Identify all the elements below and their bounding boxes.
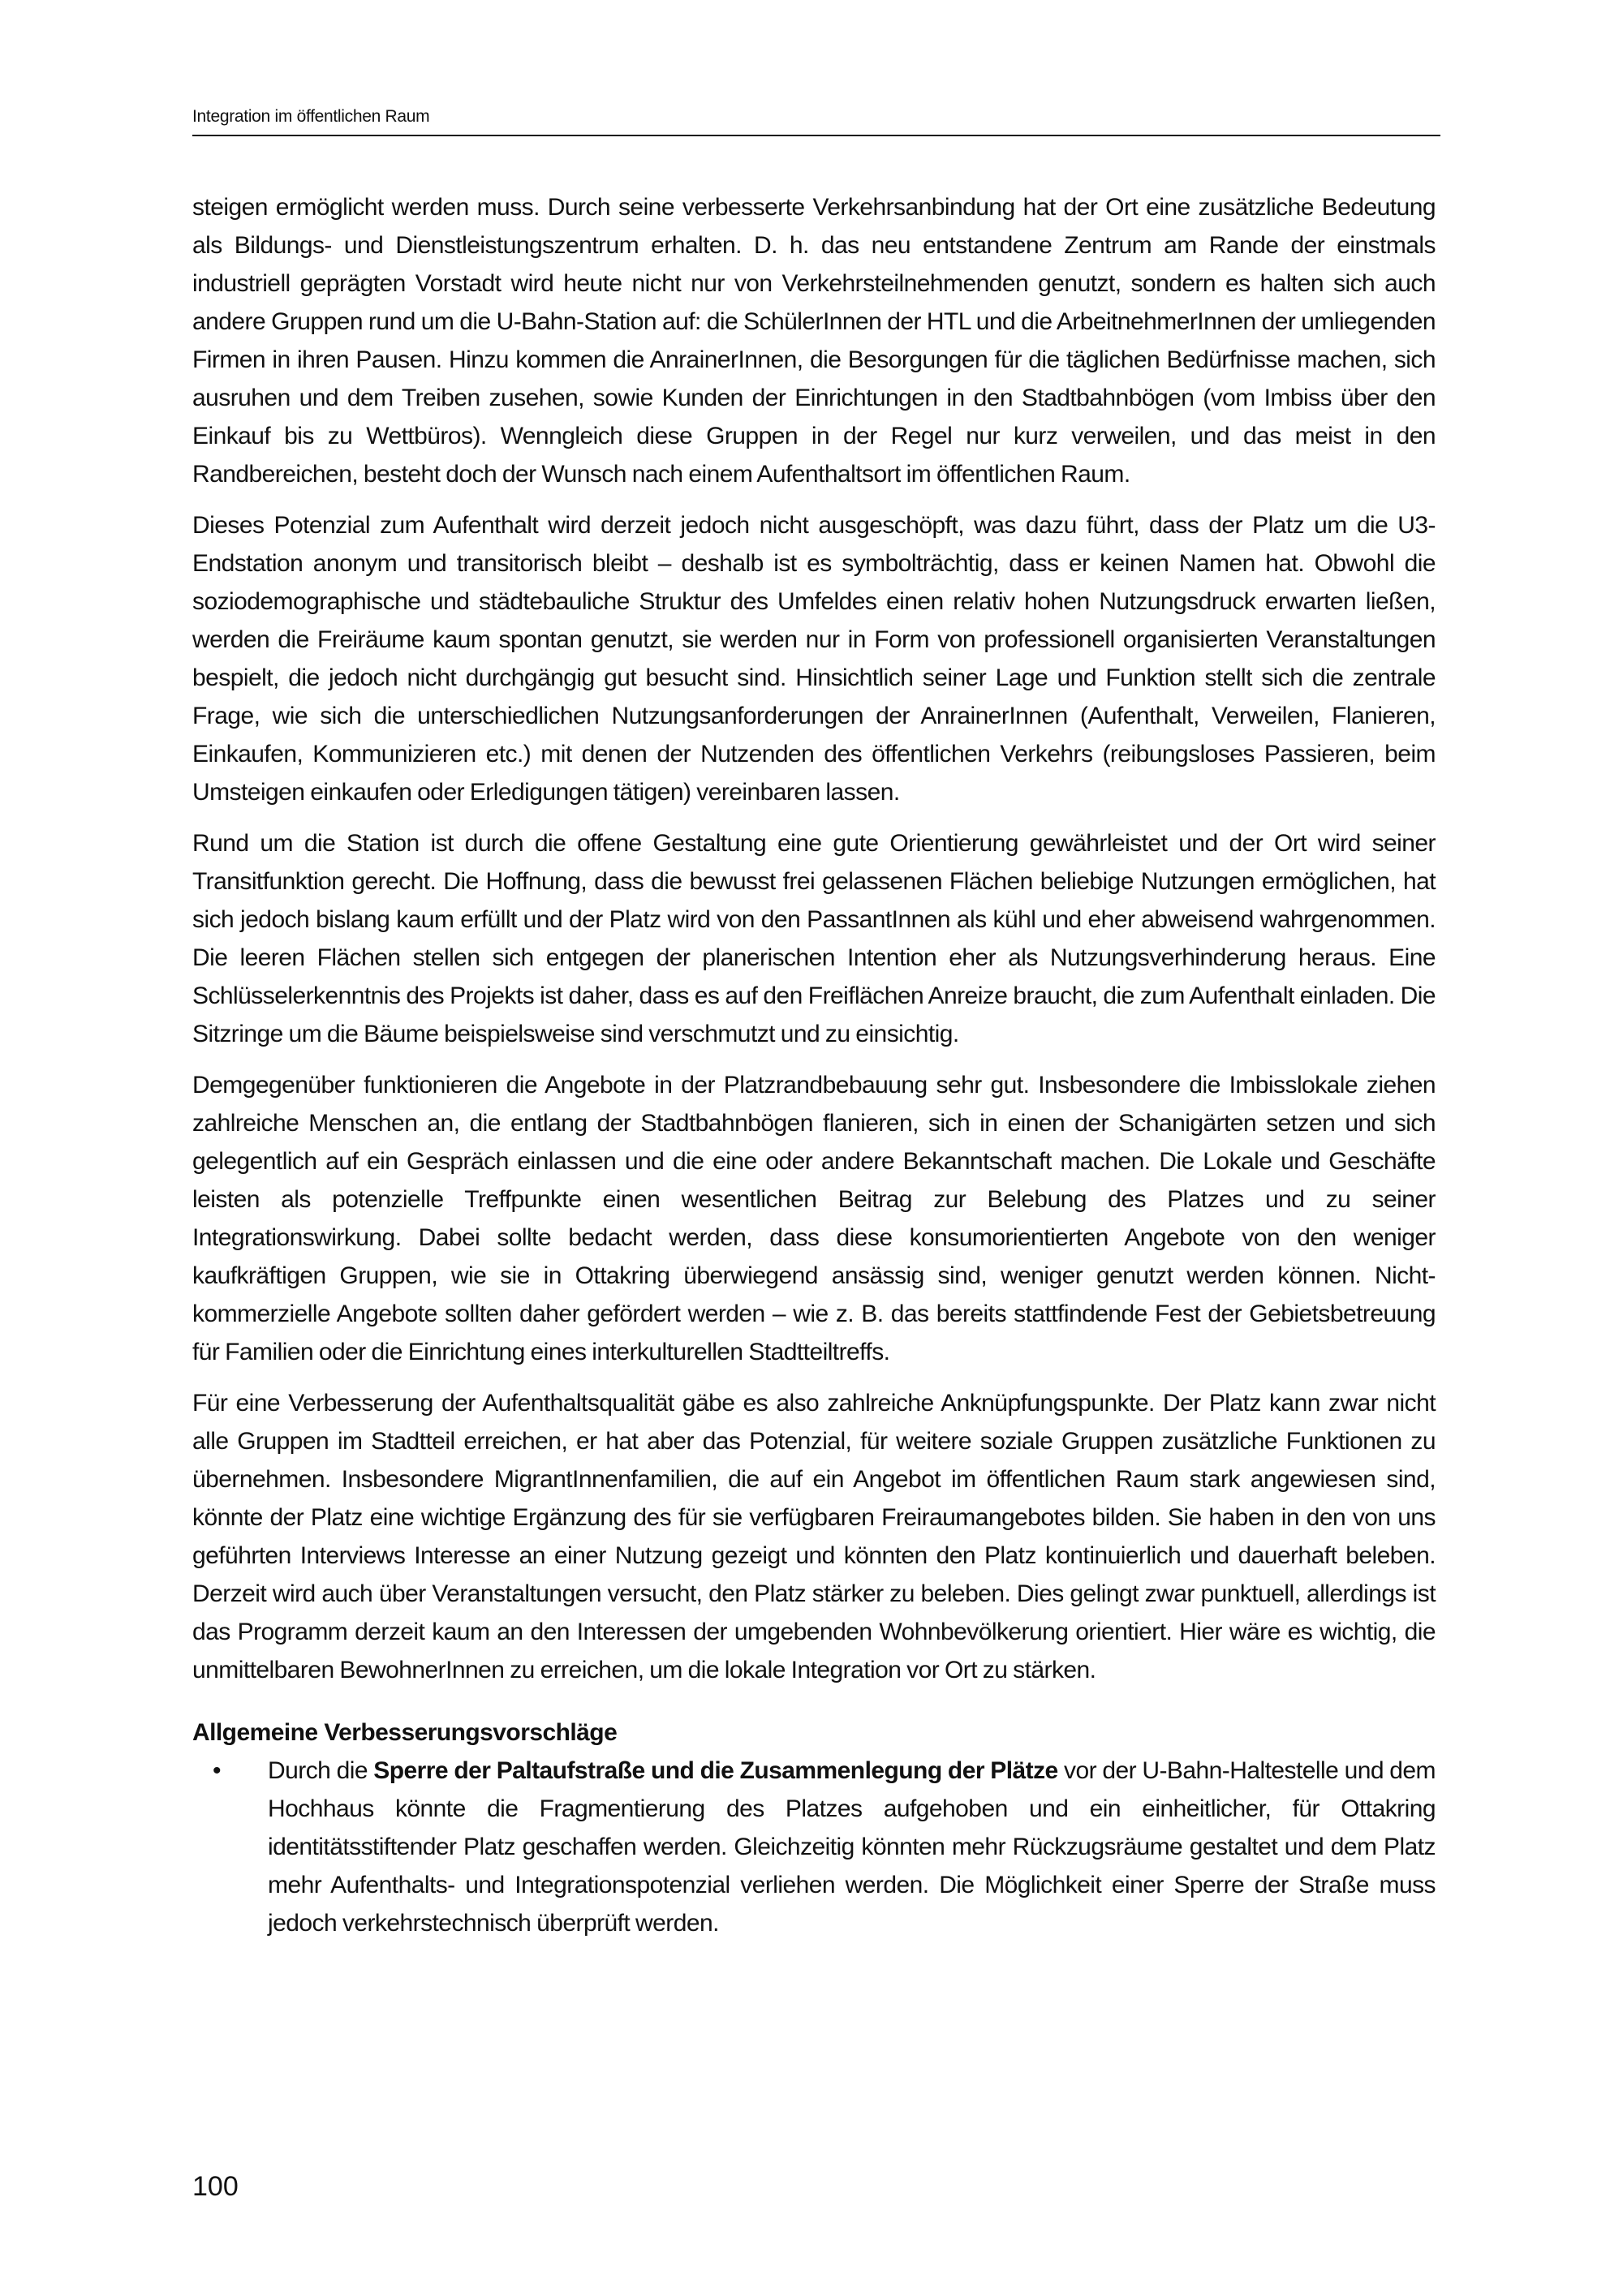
running-header-title: Integration im öffentlichen Raum [192, 107, 430, 126]
page-number: 100 [192, 2171, 239, 2202]
section-heading: Allgemeine Verbesserungsvorschläge [192, 1719, 618, 1746]
bullet-item [192, 1752, 1436, 1942]
running-header [192, 104, 1440, 136]
paragraph: Demgegenüber funktionieren die Angebote in der Platzrandbebauung sehr gut. Insbesondere die Imbisslokale ziehen zahlreiche Menschen an, die entlang der Stadtbahnbögen flanieren, sich in einen der Schanigärten setzen und sich gelegentlich auf ein Gespräch einlassen und die eine oder andere Bekanntschaft machen. Die Lokale und Geschäfte leisten als potenzielle Treffpunkte einen wesentlichen Beitrag zur Belebung des Platzes und zu seiner Integrationswirkung. Dabei sollte bedacht werden, dass diese konsumorientierten Angebote von den weniger kaufkräftigen Gruppen, wie sie in Ottakring überwiegend ansässig sind, weniger genutzt werden können. Nicht-kommerzielle Angebote sollten daher gefördert werden – wie z. B. das bereits stattfindende Fest der Gebietsbetreuung für Familien oder die Einrichtung eines interkulturellen Stadtteiltreffs. [192, 1072, 1436, 1365]
bullet-text [268, 1752, 1436, 1942]
paragraph: Rund um die Station ist durch die offene Gestaltung eine gute Orientierung gewährleistet und der Ort wird seiner Transitfunktion gerecht. Die Hoffnung, dass die bewusst frei gelassenen Flächen beliebige Nutzungen ermöglichen, hat sich jedoch bislang kaum erfüllt und der Platz wird von den PassantInnen als kühl und eher abweisend wahrgenommen. Die leeren Flächen stellen sich entgegen der planerischen Intention eher als Nutzungsverhinderung heraus. Eine Schlüsselerkenntnis des Projekts ist daher, dass es auf den Freiflächen Anreize braucht, die zum Aufenthalt einladen. Die Sitzringe um die Bäume beispielsweise sind verschmutzt und zu einsichtig. [192, 830, 1436, 1047]
bullet-lead: Durch die [268, 1757, 374, 1784]
paragraph: Dieses Potenzial zum Aufenthalt wird derzeit jedoch nicht ausgeschöpft, was dazu führt, dass der Platz um die U3-Endstation anonym und transitorisch bleibt – deshalb ist es symbolträchtig, dass er keinen Namen hat. Obwohl die soziodemographische und städtebauliche Struktur des Umfeldes einen relativ hohen Nutzungsdruck erwarten ließen, werden die Freiräume kaum spontan genutzt, sie werden nur in Form von professionell organisierten Veranstaltungen bespielt, die jedoch nicht durchgängig gut besucht sind. Hinsichtlich seiner Lage und Funktion stellt sich die zentrale Frage, wie sich die unterschiedlichen Nutzungsanforderungen der AnrainerInnen (Aufenthalt, Verweilen, Flanieren, Einkaufen, Kommunizieren etc.) mit denen der Nutzenden des öffentlichen Verkehrs (reibungsloses Passieren, beim Umsteigen einkaufen oder Erledigungen tätigen) vereinbaren lassen. [192, 512, 1436, 806]
bullet-emphasis: Sperre der Paltaufstraße und die Zusammenlegung der Plätze [373, 1757, 1058, 1784]
body-text [192, 188, 1436, 1942]
bullet-rest: vor der U-Bahn-Haltestelle und dem Hochhaus könnte die Fragmentierung des Platzes aufgehoben und ein einheitlicher, für Ottakring identitätsstiftender Platz geschaffen werden. Gleichzeitig könnten mehr Rückzugsräume gestaltet und dem Platz mehr Aufenthalts- und Integrationspotenzial verliehen werden. Die Möglichkeit einer Sperre der Straße muss jedoch verkehrstechnisch überprüft werden. [268, 1757, 1436, 1937]
paragraph: steigen ermöglicht werden muss. Durch seine verbesserte Verkehrsanbindung hat der Ort eine zusätzliche Bedeutung als Bildungs- und Dienstleistungszentrum erhalten. D. h. das neu entstandene Zentrum am Rande der einstmals industriell geprägten Vorstadt wird heute nicht nur von Verkehrsteilnehmenden genutzt, sondern es halten sich auch andere Gruppen rund um die U-Bahn-Station auf: die SchülerInnen der HTL und die ArbeitnehmerInnen der umliegenden Firmen in ihren Pausen. Hinzu kommen die AnrainerInnen, die Besorgungen für die täglichen Bedürfnisse machen, sich ausruhen und dem Treiben zusehen, sowie Kunden der Einrichtungen in den Stadtbahnbögen (vom Imbiss über den Einkauf bis zu Wettbüros). Wenngleich diese Gruppen in der Regel nur kurz verweilen, und das meist in den Randbereichen, besteht doch der Wunsch nach einem Aufenthaltsort im öffentlichen Raum. [192, 194, 1436, 488]
bullet-icon: • [213, 1757, 222, 1784]
bullet-list [192, 1752, 1436, 1942]
paragraph: Für eine Verbesserung der Aufenthaltsqualität gäbe es also zahlreiche Anknüpfungspunkte. Der Platz kann zwar nicht alle Gruppen im Stadtteil erreichen, er hat aber das Potenzial, für weitere soziale Gruppen zusätzliche Funktionen zu übernehmen. Insbesondere MigrantInnenfamilien, die auf ein Angebot im öffentlichen Raum stark angewiesen sind, könnte der Platz eine wichtige Ergänzung des für sie verfügbaren Freiraumangebotes bilden. Sie haben in den von uns geführten Interviews Interesse an einer Nutzung gezeigt und könnten den Platz kontinuierlich und dauerhaft beleben. Derzeit wird auch über Veranstaltungen versucht, den Platz stärker zu beleben. Dies gelingt zwar punktuell, allerdings ist das Programm derzeit kaum an den Interessen der umgebenden Wohnbevölkerung orientiert. Hier wäre es wichtig, die unmittelbaren BewohnerInnen zu erreichen, um die lokale Integration vor Ort zu stärken. [192, 1390, 1436, 1683]
